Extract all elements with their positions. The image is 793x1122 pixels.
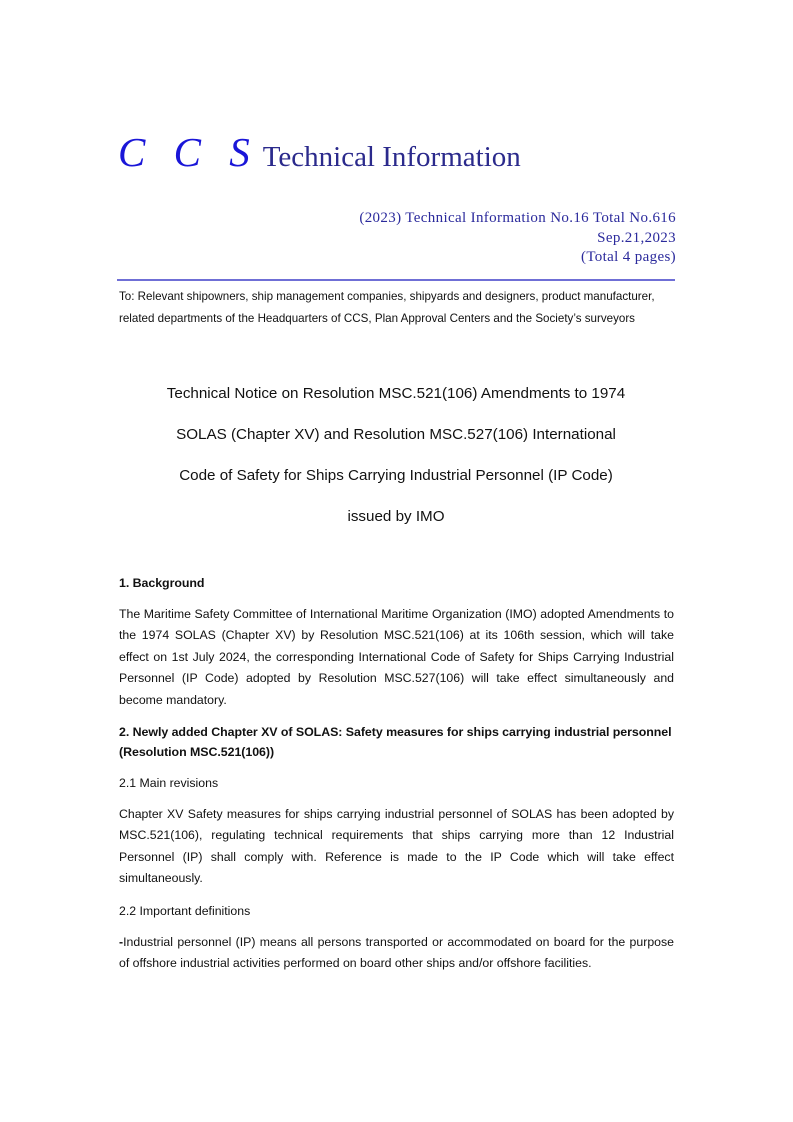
heading-2-2-important-definitions: 2.2 Important definitions <box>119 903 251 918</box>
title-line-2: SOLAS (Chapter XV) and Resolution MSC.527(106) International <box>176 426 616 443</box>
definition-dash: - <box>119 934 124 949</box>
title-line-4: issued by IMO <box>347 508 445 525</box>
paragraph-background: The Maritime Safety Committee of International Maritime Organization (IMO) adopted Amendments to the 1974 SOLAS (Chapter XV) by Resolution MSC.521(106) at its 106th session, which will take effect on 1st July 2024, the corresponding International Code of Safety for Ships Carrying Industrial Personnel (IP Code) adopted by Resolution MSC.527(106) will take effect simultaneously and become mandatory. <box>119 607 674 707</box>
meta-page-count: (Total 4 pages) <box>580 249 676 265</box>
paragraph-definition-ip <box>119 932 674 975</box>
title-line-1: Technical Notice on Resolution MSC.521(106) Amendments to 1974 <box>166 385 626 402</box>
meta-date: Sep.21,2023 <box>597 229 676 246</box>
masthead-subtitle: Technical Information <box>262 141 521 173</box>
masthead-logo <box>118 128 521 176</box>
recipients-block: To: Relevant shipowners, ship management companies, shipyards and designers, product manufacturer, related departments of the Headquarters of CCS, Plan Approval Centers and the Society’s surveyors <box>119 290 655 325</box>
heading-2-1-main-revisions: 2.1 Main revisions <box>119 776 219 791</box>
ccs-logo-text: C C S <box>118 129 259 175</box>
definition-ip-text: Industrial personnel (IP) means all persons transported or accommodated on board for the purpose of offshore industrial activities performed on board other ships and/or offshore facilities. <box>119 934 674 971</box>
heading-chapter-xv: 2. Newly added Chapter XV of SOLAS: Safety measures for ships carrying industrial personnel (Resolution MSC.521(106)) <box>119 725 672 760</box>
paragraph-main-revisions: Chapter XV Safety measures for ships carrying industrial personnel of SOLAS has been adopted by MSC.521(106), regulating technical requirements that ships carrying more than 12 Industrial Personnel (IP) shall comply with. Reference is made to the IP Code which will take effect simultaneously. <box>119 807 674 886</box>
header-divider <box>117 279 675 281</box>
page-title <box>117 373 675 537</box>
document-body <box>119 573 674 974</box>
title-line-3: Code of Safety for Ships Carrying Industrial Personnel (IP Code) <box>179 467 613 484</box>
heading-background: 1. Background <box>119 576 205 590</box>
meta-issue-line: (2023) Technical Information No.16 Total No.616 <box>359 210 676 226</box>
publication-meta <box>359 209 676 268</box>
